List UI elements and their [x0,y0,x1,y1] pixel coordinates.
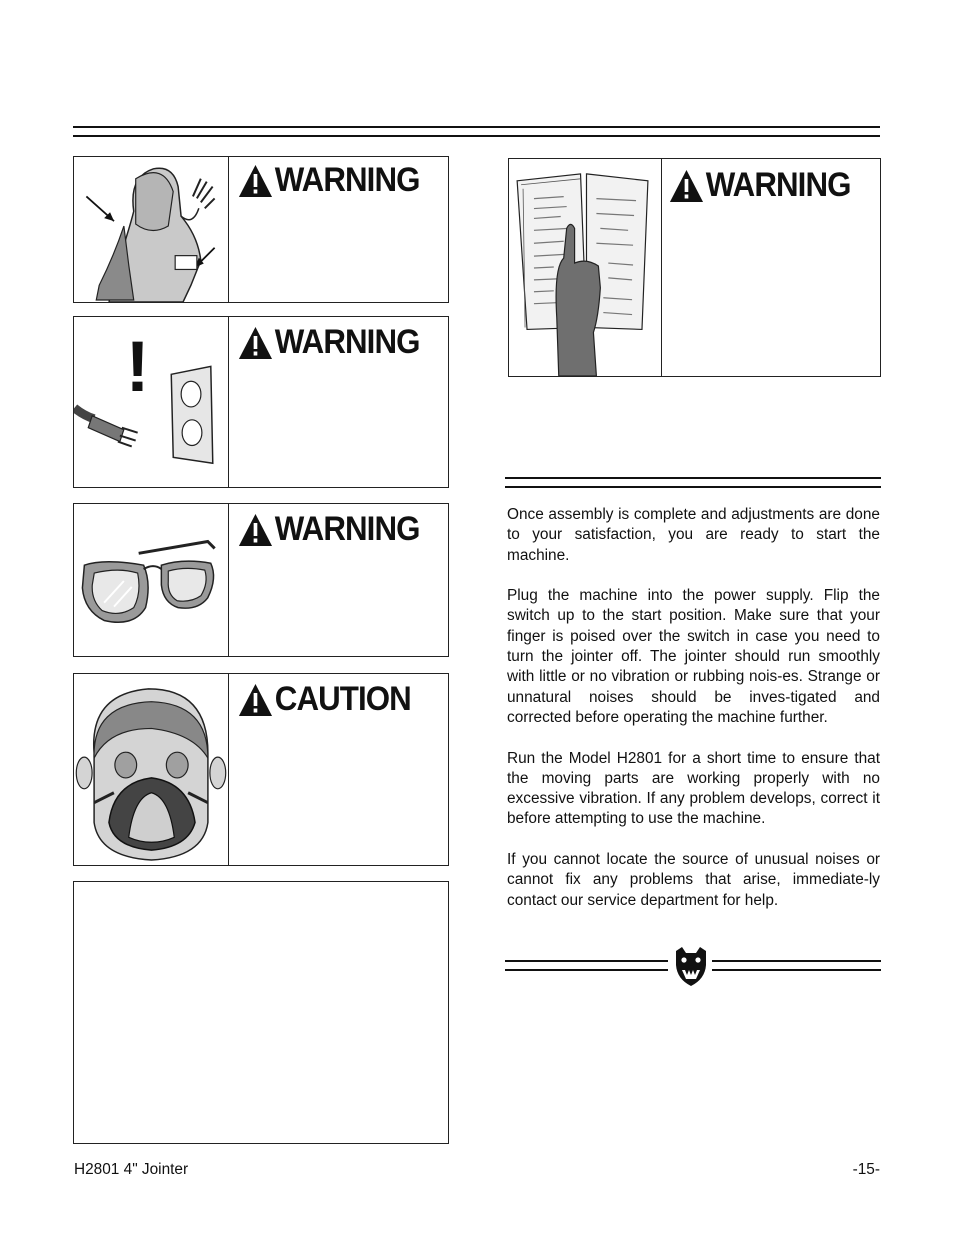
end-rule-left-top [505,960,668,962]
warning-box-loose-hair [73,156,449,303]
header-rule-top [73,126,880,128]
warning-box-power-plug [73,316,449,488]
caution-box-respirator [73,673,449,866]
warning-signal-3: WARNING [238,510,420,549]
svg-text:!: ! [125,328,150,408]
end-rule-right-top [712,960,881,962]
warning-triangle-icon [238,513,273,547]
footer-model: H2801 4" Jointer [74,1161,189,1178]
warning-triangle-icon [669,169,704,203]
paragraph: If you cannot locate the source of unusual noises or cannot fix any problems that arise, immediate-ly contact our service department for help. [507,851,880,909]
warning-signal-2: WARNING [238,323,420,362]
warning-box-read-manual [508,158,881,377]
warning-signal-4: WARNING [669,166,851,205]
warning-triangle-icon [238,326,273,360]
power-plug-outlet-icon [74,317,229,487]
bear-head-logo-icon [672,945,710,987]
warning-box-safety-glasses [73,503,449,657]
hair-sleeve-icon [74,157,229,302]
warning-signal-1: WARNING [238,161,420,200]
end-rule-right-bottom [712,969,881,971]
read-manual-icon [509,159,662,376]
blank-notice-box [73,881,449,1144]
dust-mask-icon [74,674,229,865]
safety-glasses-icon [74,504,229,656]
end-rule-left-bottom [505,969,668,971]
section-rule-top [505,477,881,479]
page-number: -15- [852,1161,880,1178]
caution-signal-1: CAUTION [238,680,411,719]
paragraph: Run the Model H2801 for a short time to ensure that the moving parts are working properly with no excessive vibration. If any problem develops, correct it before attempting to use the machine. [507,749,880,828]
section-rule-bottom [505,486,881,488]
warning-triangle-icon [238,683,273,717]
header-rule-bottom [73,135,880,137]
test-run-instructions [507,505,880,931]
paragraph: Once assembly is complete and adjustments are done to your satisfaction, you are ready to start the machine. [507,506,880,564]
paragraph: Plug the machine into the power supply. Flip the switch up to the start position. Make sure that your finger is poised over the switch in case you need to turn the jointer off. The jointer should run smoothly with little or no vibration or rubbing nois-es. Strange or unnatural noises should be inves-tigated and corrected before operating the machine further. [507,587,880,726]
warning-triangle-icon [238,164,273,198]
